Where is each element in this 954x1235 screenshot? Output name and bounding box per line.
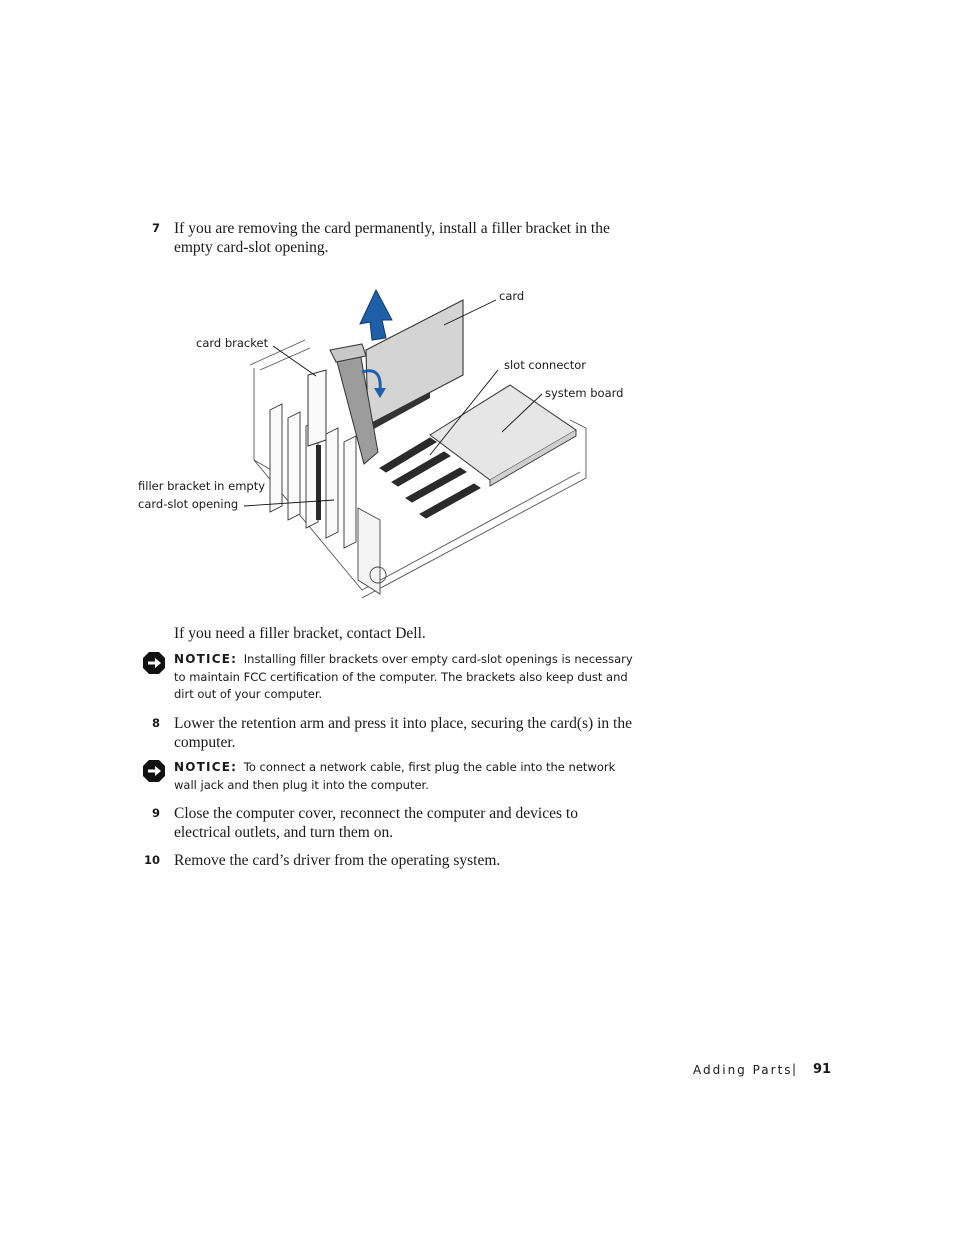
step-number: 9 <box>151 806 160 820</box>
front-panel <box>358 508 380 594</box>
step-text: Close the computer cover, reconnect the computer and devices to electrical outlets, and turn them on. <box>174 805 578 841</box>
step-text: Remove the card’s driver from the operating system. <box>174 852 501 869</box>
notice-label: NOTICE: <box>174 652 238 666</box>
callout-card: card <box>499 289 525 303</box>
filler-bracket-shape <box>316 445 321 520</box>
callout-card-bracket: card bracket <box>196 336 269 350</box>
step-text: Lower the retention arm and press it into place, securing the card(s) in the computer. <box>174 715 632 751</box>
notice-icon <box>142 759 166 783</box>
card-removal-figure <box>130 280 650 605</box>
notice-icon <box>142 651 166 675</box>
notice-body <box>174 759 636 794</box>
footer-section-title: Adding Parts <box>693 1063 793 1077</box>
notice-text: Installing filler brackets over empty card-slot openings is necessary to maintain FCC certification of the computer. The brackets also keep dust and dirt out of your computer. <box>174 652 633 701</box>
callout-filler-bracket-line2: card-slot opening <box>138 497 239 511</box>
notice-body <box>174 651 636 704</box>
step-number: 10 <box>143 853 160 867</box>
filler-bracket-note: If you need a filler bracket, contact Dell. <box>174 625 426 642</box>
step-number: 7 <box>151 221 160 235</box>
callout-slot-connector: slot connector <box>504 358 586 372</box>
notice-label: NOTICE: <box>174 760 238 774</box>
card-bracket-shape <box>308 370 326 446</box>
notice-text: To connect a network cable, first plug the cable into the network wall jack and then plug it into the computer. <box>174 760 616 792</box>
footer-separator: | <box>792 1062 797 1076</box>
step-text: If you are removing the card permanently, install a filler bracket in the empty card-slot opening. <box>174 220 610 256</box>
step-number: 8 <box>151 716 160 730</box>
callout-filler-bracket-line1: filler bracket in empty <box>138 479 266 493</box>
lift-arrow <box>360 290 392 340</box>
callout-system-board: system board <box>545 386 624 400</box>
figure-illustration <box>130 280 650 605</box>
page-number: 91 <box>813 1062 832 1077</box>
